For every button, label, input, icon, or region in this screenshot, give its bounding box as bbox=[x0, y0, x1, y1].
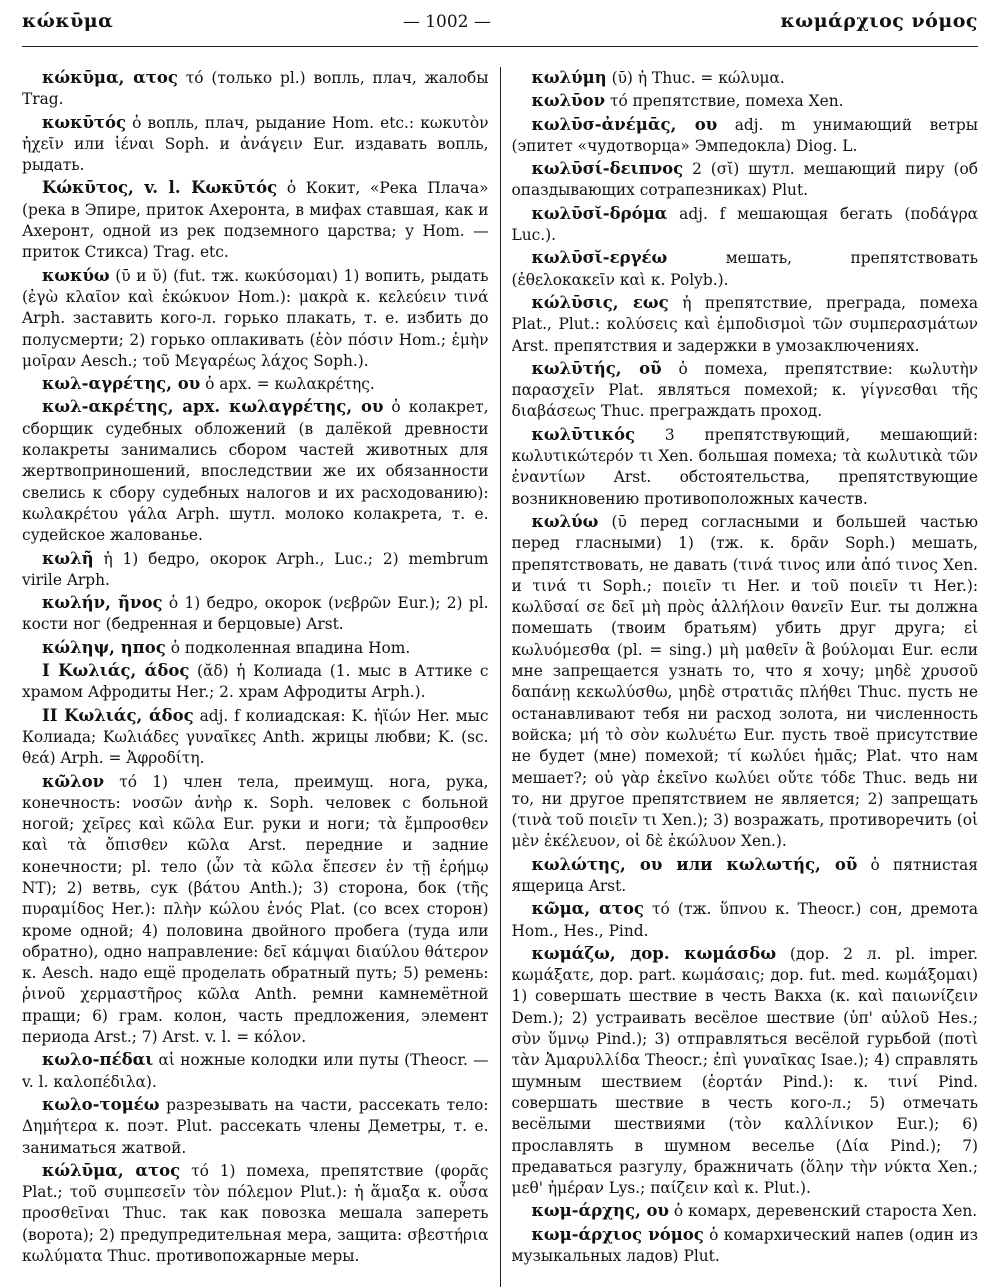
entry-headword: κωλύμη bbox=[531, 68, 607, 87]
dictionary-entry bbox=[22, 705, 489, 770]
entry-definition: τό препятствие, помеха Xen. bbox=[605, 92, 844, 111]
entry-definition: adj. m унимающий ветры (эпитет «чудотворца» Эмпедокла) Diog. L. bbox=[511, 115, 979, 155]
entry-definition: ὁ пятнистая ящерица Arst. bbox=[511, 855, 978, 895]
page-header bbox=[22, 10, 978, 47]
dictionary-entry bbox=[22, 771, 489, 1049]
dictionary-entry bbox=[512, 358, 979, 423]
entry-headword: κωλήν, ῆνος bbox=[42, 593, 163, 613]
entry-headword: κώλῡμα, ατος bbox=[42, 1160, 181, 1180]
dictionary-entry bbox=[22, 1094, 489, 1159]
entry-headword: II Κωλιάς, άδος bbox=[42, 705, 194, 725]
entry-headword: κῶμα, ατος bbox=[531, 899, 644, 919]
column-divider bbox=[500, 67, 501, 1287]
entry-headword: κωμ-άρχης, ου bbox=[531, 1201, 670, 1221]
dictionary-entry bbox=[512, 854, 979, 898]
dictionary-entry bbox=[22, 112, 489, 177]
entry-definition: ὁ комарх, деревенский староста Xen. bbox=[669, 1202, 978, 1221]
entry-headword: Κώκῡτος, v. l. Κωκῡτός bbox=[42, 178, 278, 198]
entry-headword: κωλ-ακρέτης, арх. κωλαγρέτης, ου bbox=[42, 397, 384, 417]
right-column bbox=[512, 67, 979, 1287]
entry-headword: κώληψ, ηπος bbox=[42, 637, 166, 657]
dictionary-entry bbox=[512, 158, 979, 202]
entry-definition: (дор. 2 л. pl. imper. κωμάξατε, дор. part. κωμάσαις; дор. fut. med. κωμάξομαι) 1) совершать шествие в честь Вакха (κ. καὶ παιωνίζειν Dem.); 2) устраивать весёлое шествие (ὑπ' αὐλοῦ Hes.; σὺν ὕμνῳ Pind.); 3) отправляться весёлой гурьбой (ποτὶ τὰν Ἀμαρυλλίδα Theocr.; ἐπὶ γυναῖκας Isae.); 4) справлять шумным шествием (ἑορτάν Pind.): κ. τινί Pind. совершать шествие в честь кого-л.; 5) отмечать весёлыми шествиями (τὸν καλλίνικον Eur.); 6) прославлять в шумном веселье (Δία Pind.); 7) предаваться разгулу, бражничать (ὅλην τὴν νύκτα Xen.; μεθ' ἡμέραν Lys.; παίζειν καὶ κ. Plut.). bbox=[511, 944, 979, 1198]
entry-headword: κωλ-αγρέτης, ου bbox=[42, 374, 201, 394]
left-column bbox=[22, 67, 489, 1287]
entry-definition: τό (только pl.) вопль, плач, жалобы Trag. bbox=[22, 69, 489, 109]
entry-definition: (ῡ) ἡ Thuc. = κώλυμα. bbox=[606, 69, 785, 87]
entry-headword: κωμάζω, дор. κωμάσδω bbox=[531, 943, 777, 963]
dictionary-entry bbox=[512, 67, 979, 89]
entry-headword: κωλύω bbox=[531, 511, 599, 531]
entry-definition: ὁ Кокит, «Река Плача» (река в Эпире, приток Ахеронта, в мифах ставшая, как и Ахеронт, одной из рек подземного царства; у Hom. — приток Стикса) Trag. etc. bbox=[22, 179, 489, 262]
entry-headword: κωκύω bbox=[42, 265, 110, 285]
dictionary-entry bbox=[512, 1200, 979, 1222]
dictionary-entry bbox=[22, 1049, 489, 1093]
entry-headword: κωλῡσ-ἀνέμᾱς, ου bbox=[531, 114, 718, 134]
dictionary-entry bbox=[512, 247, 979, 291]
entry-definition: разрезывать на части, рассекать тело: Δημήτερα κ. поэт. Plut. рассекать члены Деметры, т. е. заниматься жатвой. bbox=[22, 1095, 489, 1157]
entry-definition: 3 препятствующий, мешающий: κωλυτικώτερόν τι Xen. большая помеха; τὰ κωλυτικὰ τῶν ἐναντίων Arst. обстоятельства, препятствующие возникновению противоположных качеств. bbox=[511, 425, 979, 508]
dictionary-entry bbox=[22, 637, 489, 659]
entry-headword: κωλῡσῐ-εργέω bbox=[531, 248, 668, 268]
entry-definition: ὁ 1) бедро, окорок (νεβρῶν Eur.); 2) pl. кости ног (бедренная и берцовые) Arst. bbox=[22, 594, 489, 634]
entry-headword: κωλώτης, ου или κωλωτής, οῦ bbox=[531, 854, 858, 874]
page-number: — 1002 — bbox=[402, 12, 491, 32]
entry-headword: κῶλον bbox=[42, 771, 105, 791]
dictionary-entry bbox=[22, 396, 489, 546]
dictionary-entry bbox=[512, 898, 979, 942]
dictionary-entry bbox=[512, 424, 979, 510]
entry-headword: κωκῡτός bbox=[42, 112, 127, 132]
entry-definition: ἡ 1) бедро, окорок Arph., Luc.; 2) membrum virile Arph. bbox=[22, 549, 489, 589]
right-running-headword: κωμάρχιος νόμος bbox=[780, 10, 978, 32]
entry-headword: I Κωλιάς, άδος bbox=[42, 661, 190, 681]
entry-headword: κωλῡον bbox=[531, 91, 606, 111]
entry-definition: ὁ комархический напев (один из музыкальных ладов) Plut. bbox=[511, 1225, 979, 1266]
dictionary-entry bbox=[512, 114, 979, 158]
entry-definition: αἱ ножные колодки или путы (Theocr. — v. l. καλοπέδιλα). bbox=[22, 1051, 489, 1091]
entry-definition: (ῡ перед согласными и большей частью перед гласными) 1) (тж. κ. δρᾶν Soph.) мешать, препятствовать, не давать (τινά τινος или ἀπό τινος Xen. и τινά τι Soph.; ποιεῖν τι Her. и τοῦ ποιεῖν τι Her.): κωλῦσαί σε δεῖ μὴ πρὸς ἀλλήλοιν θανεῖν Eur. ты должна помешать (твоим братьям) убить друг друга; εἰ κωλυόμεσθα (pl. = sing.) μὴ μαθεῖν ἃ βούλομαι Eur. если мне запрещается узнать то, что я хочу; μηδὲ χρυσοῦ δαπάνῃ κεκωλύσθω, μηδὲ στρατιᾶς πλήθει Thuc. пусть не останавливают тебя ни расход золота, ни численность войска; μή τὸ σὸν κωλυέτω Eur. пусть твоё присутствие не будет (мне) помехой; τί κωλύει ἡμᾶς; Plat. что нам мешает?; οὐ γὰρ ἐκεῖνο κωλύει οὔτε τόδε Thuc. ведь ни то, ни другое препятствием не является; 2) запрещать (τινὰ τοῦ ποιεῖν τι Xen.); 3) возражать, противоречить (οἱ μὲν ἐκέλευον, οἱ δὲ ἐκώλυον Xen.). bbox=[511, 512, 979, 851]
entry-definition: τό (тж. ὕπνου κ. Theocr.) сон, дремота Hom., Hes., Pind. bbox=[511, 900, 979, 940]
entry-headword: κώλῡσις, εως bbox=[531, 292, 669, 312]
dictionary-entry bbox=[22, 592, 489, 636]
entry-headword: κώκῡμα, ατος bbox=[42, 68, 178, 87]
entry-definition: (ῡ и ῠ) (fut. тж. κωκύσομαι) 1) вопить, рыдать (ἐγὼ κλαῖον καὶ ἐκώκυον Hom.): μακρὰ κ. κελεύειν τινά Arph. заставить кого-л. горько плакать, т. е. избить до полусмерти; 2) горько оплакивать (ἑὸν πόσιν Hom.; ἐμὴν μοῖραν Aesch.; τοῦ Μεγαρέως λάχος Soph.). bbox=[22, 266, 489, 370]
dictionary-entry bbox=[512, 90, 979, 112]
entry-definition: 2 (σῐ) шутл. мешающий пиру (об опаздывающих сотрапезниках) Plut. bbox=[511, 160, 979, 200]
entry-definition: adj. f мешающая бегать (ποδάγρα Luc.). bbox=[511, 204, 979, 245]
dictionary-entry bbox=[22, 548, 489, 592]
dictionary-entry bbox=[22, 67, 489, 111]
entry-definition: ἡ препятствие, преграда, помеха Plat., Plut.: κολύσεις καὶ ἐμποδισμοὶ τῶν συμπερασμάτων Arst. препятствия и задержки в умозаключениях. bbox=[511, 293, 979, 355]
dictionary-entry bbox=[512, 943, 979, 1200]
entry-headword: κωλο-τομέω bbox=[42, 1094, 160, 1114]
text-columns bbox=[22, 67, 978, 1287]
dictionary-entry bbox=[512, 203, 979, 247]
entry-definition: (ᾰδ) ἡ Колиада (1. мыс в Аттике с храмом Афродиты Her.; 2. храм Афродиты Arph.). bbox=[22, 662, 489, 702]
dictionary-entry bbox=[512, 1224, 979, 1268]
entry-headword: κωλῆ bbox=[42, 548, 94, 568]
entry-headword: κωλῡτής, οῦ bbox=[531, 358, 662, 378]
entry-definition: adj. f колиадская: Κ. ἠϊών Her. мыс Колиада; Κωλιάδες γυναῖκες Anth. жрицы любви; Κ. (sc. θεά) Arph. = Ἀφροδίτη. bbox=[22, 706, 489, 768]
entry-headword: κωλο-πέδαι bbox=[42, 1050, 154, 1070]
left-running-headword: κώκῡμα bbox=[22, 10, 114, 32]
dictionary-entry bbox=[512, 511, 979, 853]
entry-definition: ὁ вопль, плач, рыдание Hom. etc.: κωκυτὸν ἠχεῖν или ἱέναι Soph. и ἀνάγειν Eur. издавать вопль, рыдать. bbox=[22, 113, 489, 175]
dictionary-entry bbox=[22, 177, 489, 263]
dictionary-entry bbox=[22, 1160, 489, 1267]
dictionary-entry bbox=[512, 292, 979, 357]
entry-definition: τό 1) помеха, препятствие (φορᾶς Plat.; τοῦ συμπεσεῖν τὸν πόλεμον Plut.): ἡ ἅμαξα κ. οὖσα προσθεῖναι Thuc. так как повозка мешала запереть (ворота); 2) предупредительная мера, защита: σβεστήρια κωλύματα Thuc. противопожарные меры. bbox=[22, 1161, 489, 1266]
dictionary-entry bbox=[22, 373, 489, 395]
entry-definition: ὁ помеха, препятствие: κωλυτὴν παρασχεῖν Plat. являться помехой; κ. γίγνεσθαι τῆς διαβάσεως Thuc. преграждать проход. bbox=[511, 359, 979, 421]
entry-definition: мешать, препятствовать (ἐθελοκακεῖν καὶ κ. Polyb.). bbox=[511, 249, 979, 289]
entry-definition: ὁ арх. = κωλακρέτης. bbox=[200, 375, 375, 394]
entry-definition: τό 1) член тела, преимущ. нога, рука, конечность: νοσῶν ἀνὴρ κ. Soph. человек с больной ногой; χεῖρες καὶ κῶλα Eur. руки и ноги; τὰ ἔμπροσθεν καὶ τὰ ὄπισθεν κῶλα Arst. передние и задние конечности; pl. тело (ὧν τὰ κῶλα ἔπεσεν ἐν τῇ ἐρήμῳ NT); 2) ветвь, сук (βάτου Anth.); 3) сторона, бок (τῆς πυραμίδος Her.): πλὴν κώλου ἑνός Plat. (со всех сторон) кроме одной; 4) половина двойного пробега (туда или обратно), одно направление: δεῖ κάμψαι διαύλου θάτερον κ. Aesch. надо ещё проделать обратный путь; 5) ремень: ῥινοῦ χερμαστῆρος κῶλα Anth. ремни камнемётной пращи; 6) грам. колон, часть предложения, элемент периода Arst.; 7) Arst. v. l. = κόλον. bbox=[22, 772, 489, 1047]
entry-definition: ὁ подколенная впадина Hom. bbox=[165, 638, 411, 657]
entry-definition: ὁ колакрет, сборщик судебных обложений (в далёкой древности колакреты занимались сбором частей животных для жертвоприношений, впоследствии же их обязанности свелись к сбору судебных налогов и их расходованию): κωλακρέτου γάλα Arph. шутл. молоко колакрета, т. е. судейское жалованье. bbox=[22, 398, 489, 545]
dictionary-entry bbox=[22, 265, 489, 372]
entry-headword: κωλῡσῐ-δρόμα bbox=[531, 203, 668, 223]
dictionary-entry bbox=[22, 660, 489, 704]
entry-headword: κωμ-άρχιος νόμος bbox=[531, 1224, 704, 1244]
entry-headword: κωλῡσί-δειπνος bbox=[531, 159, 684, 179]
entry-headword: κωλῡτικός bbox=[531, 424, 636, 444]
